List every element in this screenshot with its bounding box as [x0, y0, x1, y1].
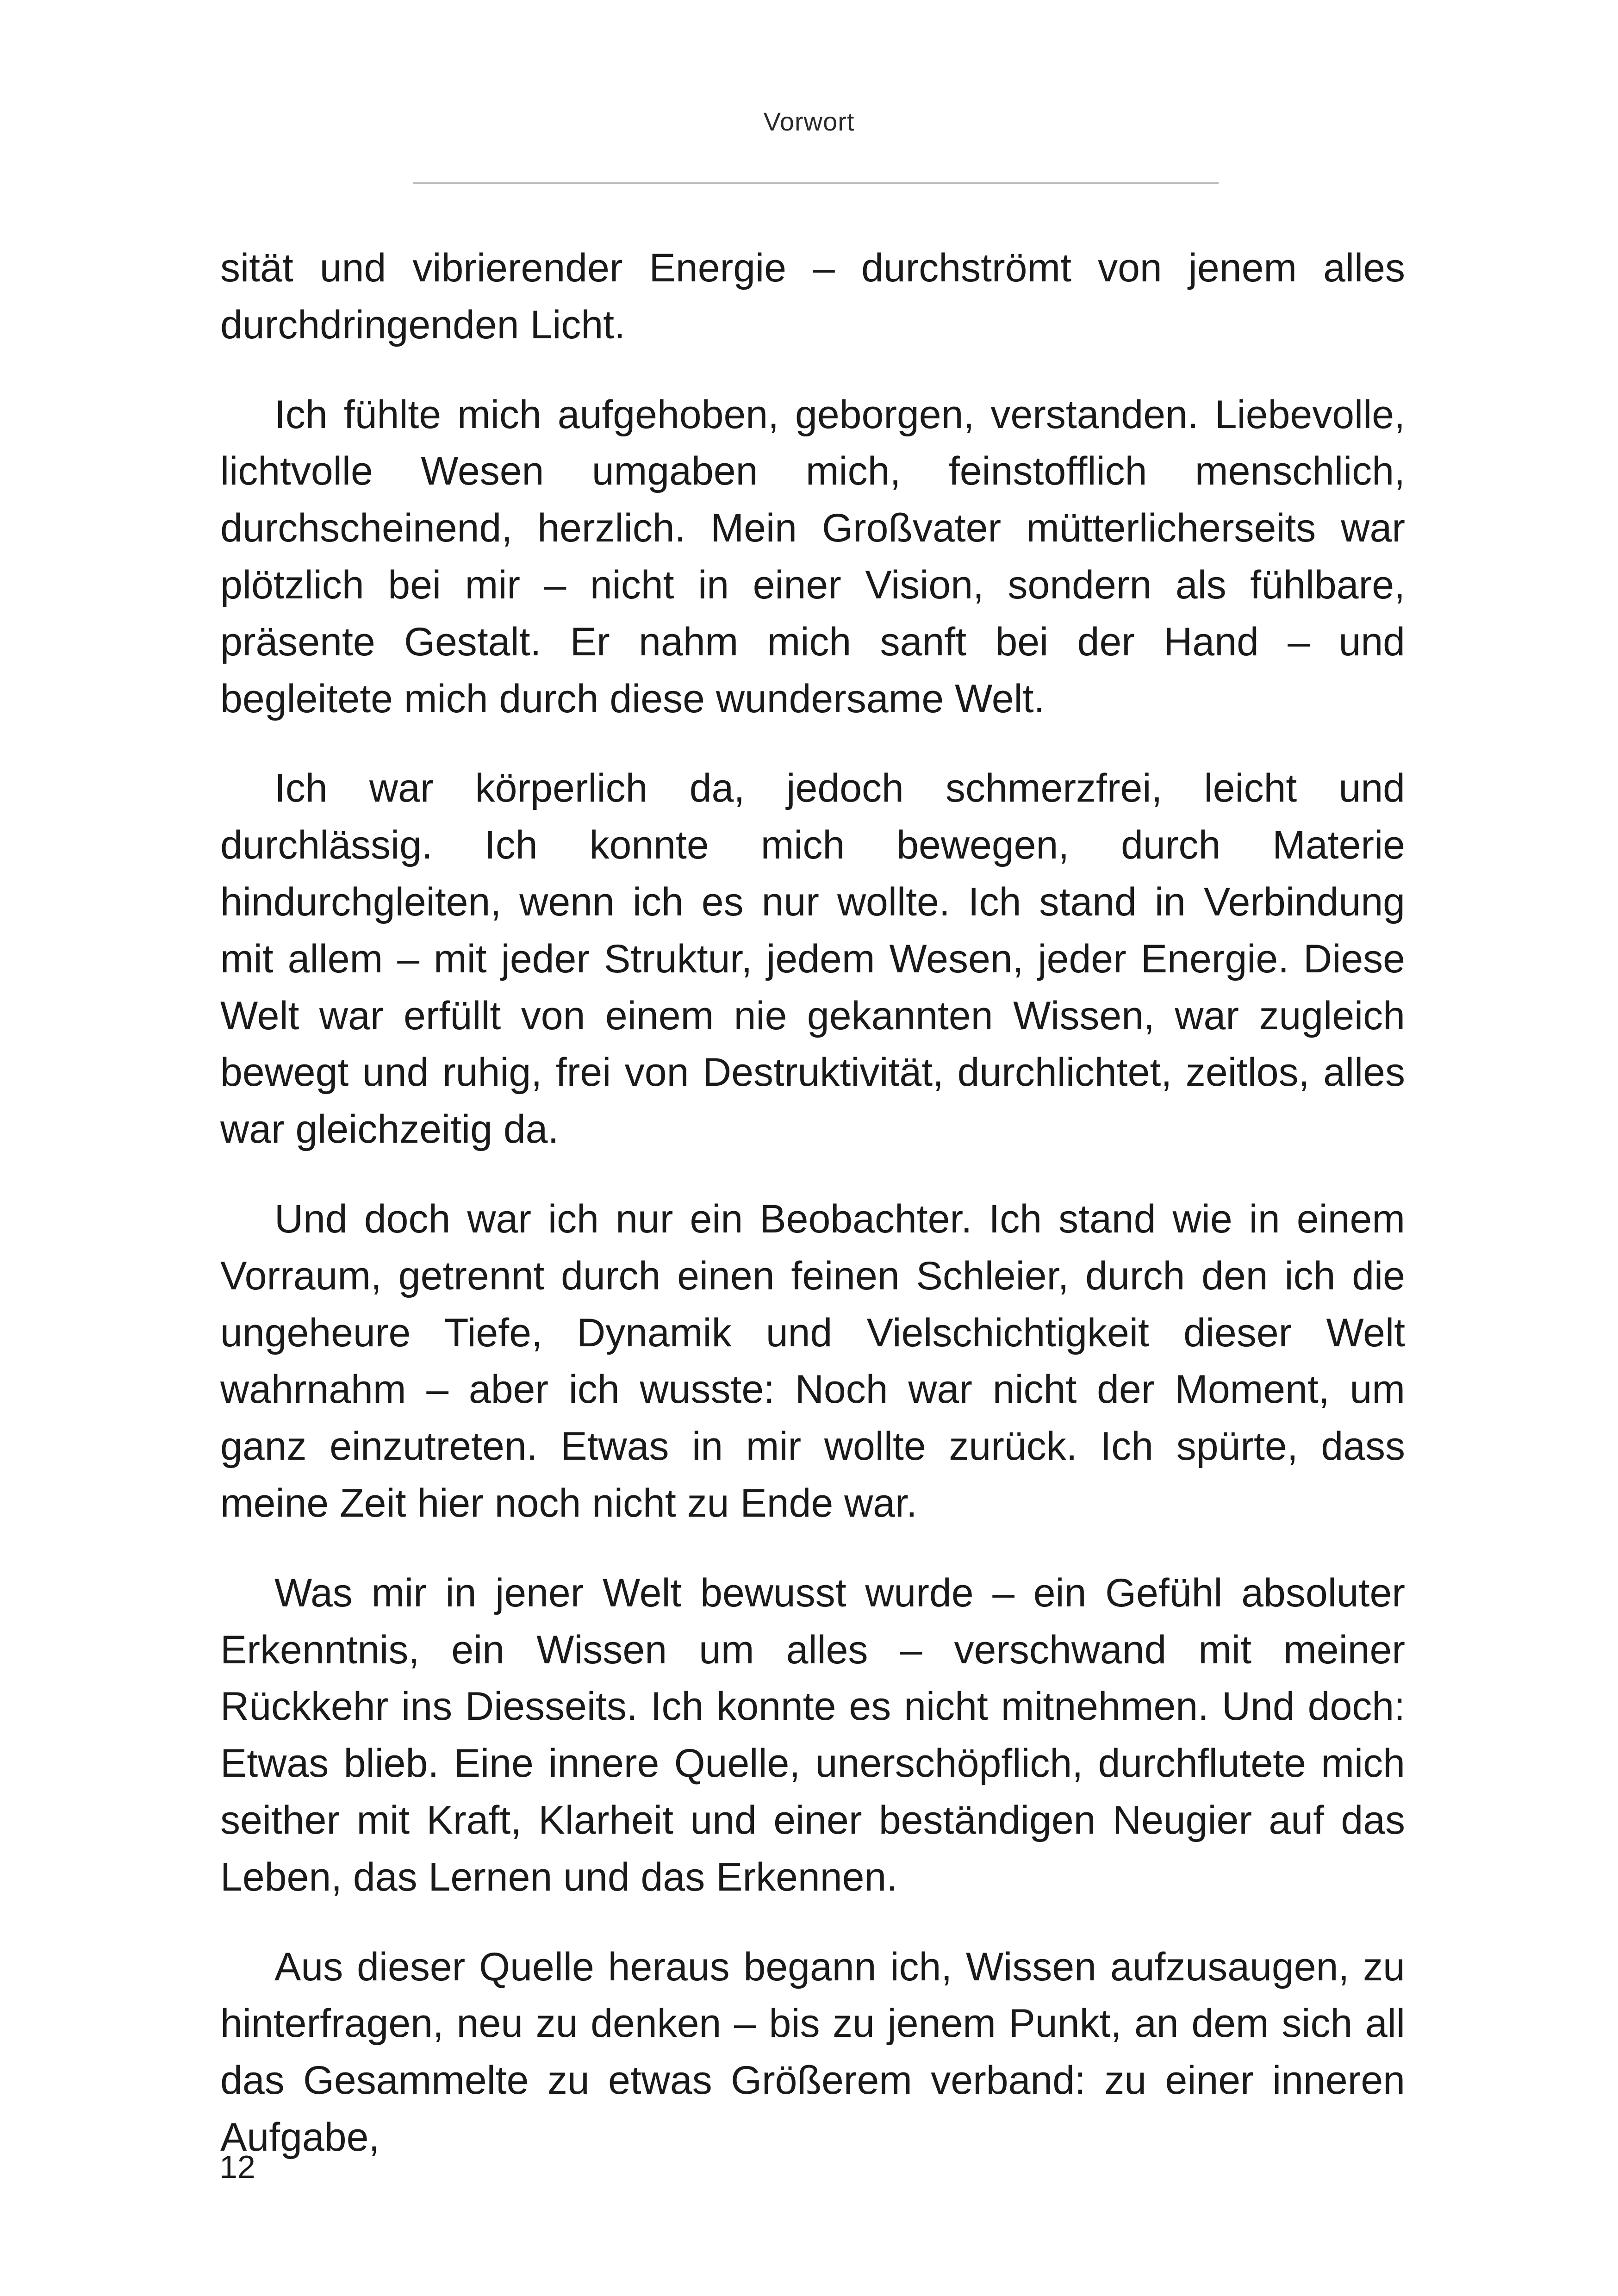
page-number: 12 [219, 2149, 255, 2185]
paragraph: Was mir in jener Welt bewusst wurde – ein Gefühl absoluter Erkenntnis, ein Wissen um alles – verschwand mit meiner Rückkehr ins Diesseits. Ich konnte es nicht mitnehmen. Und doch: Etwas blieb. Eine innere Quelle, unerschöpflich, durchflutete mich seither mit Kraft, Klarheit und einer beständigen Neugier auf das Leben, das Lernen und das Erkennen. [220, 1570, 1405, 1899]
paragraph: Ich war körperlich da, jedoch schmerzfrei, leicht und durchlässig. Ich konnte mich bewegen, durch Materie hindurchgleiten, wenn ich es nur wollte. Ich stand in Verbindung mit allem – mit jeder Struktur, jedem Wesen, jeder Energie. Diese Welt war erfüllt von einem nie gekannten Wissen, war zugleich bewegt und ruhig, frei von Destruktivität, durchlichtet, zeitlos, alles war gleichzeitig da. [220, 766, 1405, 1152]
header-divider-rule [413, 182, 1219, 184]
paragraph: Ich fühlte mich aufgehoben, geborgen, verstanden. Liebevolle, lichtvolle Wesen umgaben mich, feinstofflich menschlich, durchscheinend, herzlich. Mein Großvater mütterlicherseits war plötzlich bei mir – nicht in einer Vision, sondern als fühlbare, präsente Gestalt. Er nahm mich sanft bei der Hand – und begleitete mich durch diese wundersame Welt. [220, 392, 1405, 721]
paragraph: Und doch war ich nur ein Beobachter. Ich stand wie in einem Vorraum, getrennt durch einen feinen Schleier, durch den ich die ungeheure Tiefe, Dynamik und Vielschichtigkeit dieser Welt wahrnahm – aber ich wusste: Noch war nicht der Moment, um ganz einzutreten. Etwas in mir wollte zurück. Ich spürte, dass meine Zeit hier noch nicht zu Ende war. [220, 1196, 1405, 1525]
paragraph: Aus dieser Quelle heraus begann ich, Wissen aufzusaugen, zu hinterfragen, neu zu denken – bis zu jenem Punkt, an dem sich all das Gesammelte zu etwas Größerem verband: zu einer inneren Aufgabe, [220, 1944, 1405, 2159]
body-text [220, 240, 1405, 2166]
paragraph-continued: sität und vibrierender Energie – durchströmt von jenem alles durchdringenden Licht. [220, 246, 1405, 347]
running-head-title: Vorwort [763, 107, 855, 136]
